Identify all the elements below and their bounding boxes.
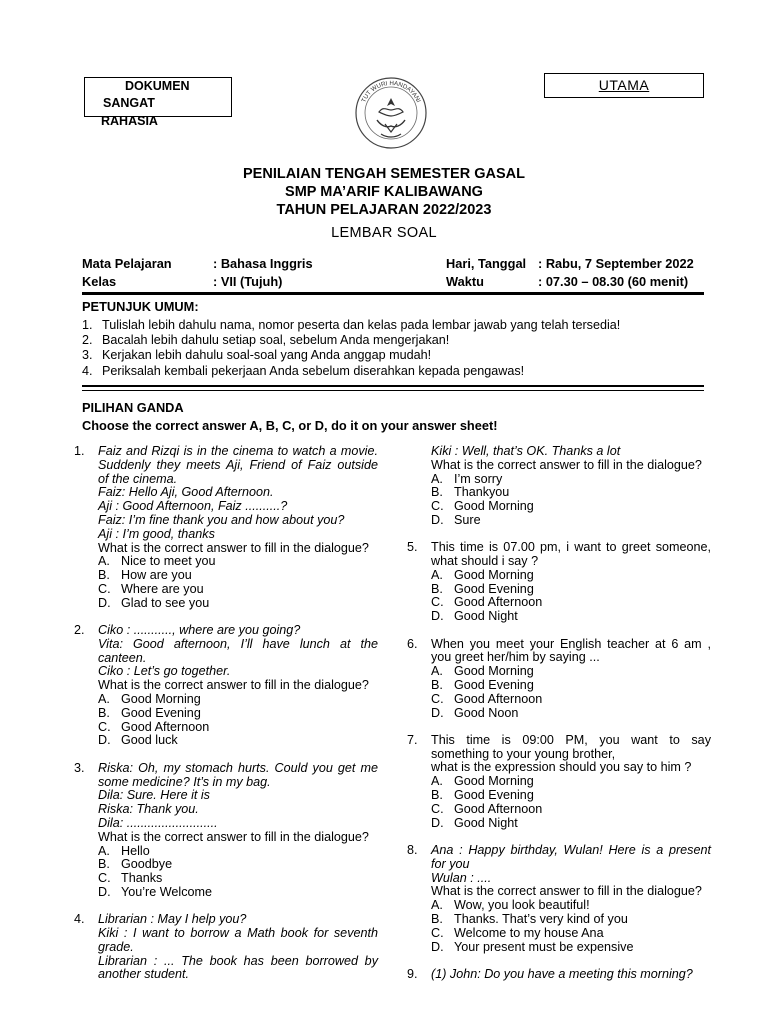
questions-right-column <box>407 444 711 995</box>
doc-label-line-3: RAHASIA <box>101 114 158 128</box>
question-text-line: something to your young brother, <box>431 746 616 761</box>
answer-option: A. Good Morning <box>431 664 534 679</box>
question-block <box>431 445 711 528</box>
time-label: Waktu <box>446 274 484 289</box>
question-text-line: What is the correct answer to fill in the dialogue? <box>98 678 369 693</box>
answer-option: A. Hello <box>98 843 150 858</box>
question-text-line: grade. <box>98 939 134 954</box>
question-block <box>407 842 711 954</box>
question-text-line: Faiz and Rizqi is in the cinema to watch a movie. <box>98 444 378 458</box>
answer-option: A. Good Morning <box>98 692 201 707</box>
question-text-line: Riska: Oh, my stomach hurts. Could you get me <box>98 760 378 775</box>
question-block <box>407 636 711 721</box>
question-block <box>407 966 711 982</box>
question-text-line: What is the correct answer to fill in the dialogue? <box>431 457 702 472</box>
answer-option: C. Thanks <box>98 871 163 886</box>
question-number: 5. <box>407 540 418 555</box>
question-text-line: Dila: .......................... <box>98 815 218 830</box>
answer-option: A. I’m sorry <box>431 471 503 486</box>
question-block <box>74 912 378 982</box>
question-text-line: of the cinema. <box>98 471 178 486</box>
question-text-line: Faiz: Hello Aji, Good Afternoon. <box>98 485 274 500</box>
answer-option: D. Good Night <box>431 609 518 624</box>
answer-option: B. Good Evening <box>431 581 534 596</box>
question-number: 2. <box>74 623 85 638</box>
logo-text: TUT WURI HANDAYANI <box>360 79 422 104</box>
instruction-item: 4. Periksalah kembali pekerjaan Anda sebelum diserahkan kepada pengawas! <box>82 363 525 378</box>
question-text-line: Vita: Good afternoon, I’ll have lunch at the <box>98 636 378 651</box>
answer-option: D. Your present must be expensive <box>431 939 634 954</box>
question-text-line: What is the correct answer to fill in the dialogue? <box>431 884 702 899</box>
question-text-line: what is the expression should you say to him ? <box>431 760 692 775</box>
answer-option: C. Good Afternoon <box>431 595 543 610</box>
question-text-line: Suddenly they meets Aji, Friend of Faiz outside <box>98 457 378 472</box>
utama-label: UTAMA <box>598 77 650 93</box>
answer-option: B. Good Evening <box>431 677 534 692</box>
question-text-line: Librarian : ... The book has been borrowed by <box>98 953 378 968</box>
question-text-line: Aji : I’m good, thanks <box>98 526 215 541</box>
question-text-line: Kiki : I want to borrow a Math book for seventh <box>98 926 378 940</box>
question-text-line: When you meet your English teacher at 6 am , <box>431 636 711 651</box>
doc-label-line-2: SANGAT <box>103 96 155 110</box>
divider-double-1 <box>82 385 704 387</box>
answer-option: A. Good Morning <box>431 774 534 789</box>
answer-option: D. Good Night <box>431 815 518 830</box>
question-text-line: some medicine? It’s in my bag. <box>98 774 271 789</box>
class-value: : VII (Tujuh) <box>213 274 283 289</box>
answer-option: B. Good Evening <box>431 788 534 803</box>
question-number: 7. <box>407 732 418 747</box>
question-number: 8. <box>407 842 418 857</box>
question-text-line: Riska: Thank you. <box>98 802 199 817</box>
answer-option: D. Glad to see you <box>98 595 210 610</box>
question-text-line: This time is 09:00 PM, you want to say <box>431 732 711 747</box>
divider-double-2 <box>82 390 704 391</box>
answer-option: C. Where are you <box>98 581 204 596</box>
question-text-line: What is the correct answer to fill in the dialogue? <box>98 829 369 844</box>
answer-option: C. Good Afternoon <box>431 801 543 816</box>
question-number: 9. <box>407 966 418 981</box>
section-heading: PILIHAN GANDA <box>82 400 184 415</box>
question-text-line: you greet her/him by saying ... <box>431 650 600 665</box>
question-text-line: canteen. <box>98 650 147 665</box>
answer-option: A. Nice to meet you <box>98 554 216 569</box>
question-block <box>407 540 711 624</box>
question-text-line: what should i say ? <box>431 554 539 569</box>
answer-option: D. Good luck <box>98 733 178 748</box>
academic-year: TAHUN PELAJARAN 2022/2023 <box>276 202 492 218</box>
questions-left-column <box>74 444 378 996</box>
instructions-heading: PETUNJUK UMUM: <box>82 299 199 314</box>
sheet-subtitle: LEMBAR SOAL <box>331 225 437 241</box>
doc-label-line-1: DOKUMEN <box>125 79 190 93</box>
question-text-line: Ciko : ..........., where are you going? <box>98 623 301 638</box>
question-text-line: What is the correct answer to fill in the dialogue? <box>98 540 369 555</box>
question-text-line: This time is 07.00 pm, i want to greet someone, <box>431 540 711 555</box>
question-text-line: Librarian : May I help you? <box>98 912 247 927</box>
exam-title: PENILAIAN TENGAH SEMESTER GASAL <box>243 166 525 182</box>
answer-option: C. Good Morning <box>431 499 534 514</box>
question-number: 3. <box>74 760 85 775</box>
document-classification-box <box>84 77 232 128</box>
subject-label: Mata Pelajaran <box>82 256 172 271</box>
date-label: Hari, Tanggal <box>446 256 527 271</box>
question-text-line: Wulan : .... <box>431 870 492 885</box>
question-number: 4. <box>74 912 85 927</box>
class-label: Kelas <box>82 274 117 289</box>
section-instruction: Choose the correct answer A, B, C, or D, do it on your answer sheet! <box>82 418 498 433</box>
question-number: 6. <box>407 636 418 651</box>
answer-option: B. Thankyou <box>431 485 510 500</box>
question-block <box>74 623 378 748</box>
answer-option: C. Good Afternoon <box>431 691 543 706</box>
question-block <box>407 732 711 831</box>
answer-option: D. You’re Welcome <box>98 884 213 899</box>
question-text-line: Kiki : Well, that’s OK. Thanks a lot <box>431 444 621 458</box>
question-text-line: for you <box>431 856 470 871</box>
instruction-item: 3. Kerjakan lebih dahulu soal-soal yang Anda anggap mudah! <box>82 348 432 363</box>
question-text-line: (1) John: Do you have a meeting this morning? <box>431 966 693 981</box>
instruction-item: 2. Bacalah lebih dahulu setiap soal, sebelum Anda mengerjakan! <box>82 333 450 348</box>
answer-option: B. How are you <box>98 568 192 583</box>
instructions-list <box>82 318 620 379</box>
utama-label-box <box>544 73 704 98</box>
school-name: SMP MA’ARIF KALIBAWANG <box>285 184 483 200</box>
answer-option: C. Welcome to my house Ana <box>431 925 604 940</box>
answer-option: A. Good Morning <box>431 567 534 582</box>
answer-option: D. Good Noon <box>431 705 519 720</box>
question-text-line: Dila: Sure. Here it is <box>98 788 210 803</box>
instruction-item: 1. Tulislah lebih dahulu nama, nomor peserta dan kelas pada lembar jawab yang telah tersedia! <box>82 318 621 332</box>
question-block <box>74 760 378 900</box>
question-text-line: Aji : Good Afternoon, Faiz ..........? <box>98 499 288 514</box>
date-value: : Rabu, 7 September 2022 <box>538 256 694 271</box>
answer-option: B. Good Evening <box>98 705 201 720</box>
answer-option: A. Wow, you look beautiful! <box>431 898 590 913</box>
question-text-line: another student. <box>98 967 190 982</box>
subject-value: : Bahasa Inggris <box>213 256 313 271</box>
question-text-line: Faiz: I’m fine thank you and how about you? <box>98 512 345 527</box>
tut-wuri-handayani-logo <box>351 76 431 150</box>
answer-option: D. Sure <box>431 512 481 527</box>
divider-thick-top <box>82 292 704 295</box>
answer-option: B. Goodbye <box>98 857 173 872</box>
answer-option: B. Thanks. That’s very kind of you <box>431 911 628 926</box>
question-text-line: Ciko : Let’s go together. <box>98 664 231 679</box>
question-block <box>74 444 378 611</box>
answer-option: C. Good Afternoon <box>98 719 210 734</box>
time-value: : 07.30 – 08.30 (60 menit) <box>538 274 689 289</box>
question-number: 1. <box>74 444 85 458</box>
question-text-line: Ana : Happy birthday, Wulan! Here is a present <box>431 842 711 857</box>
